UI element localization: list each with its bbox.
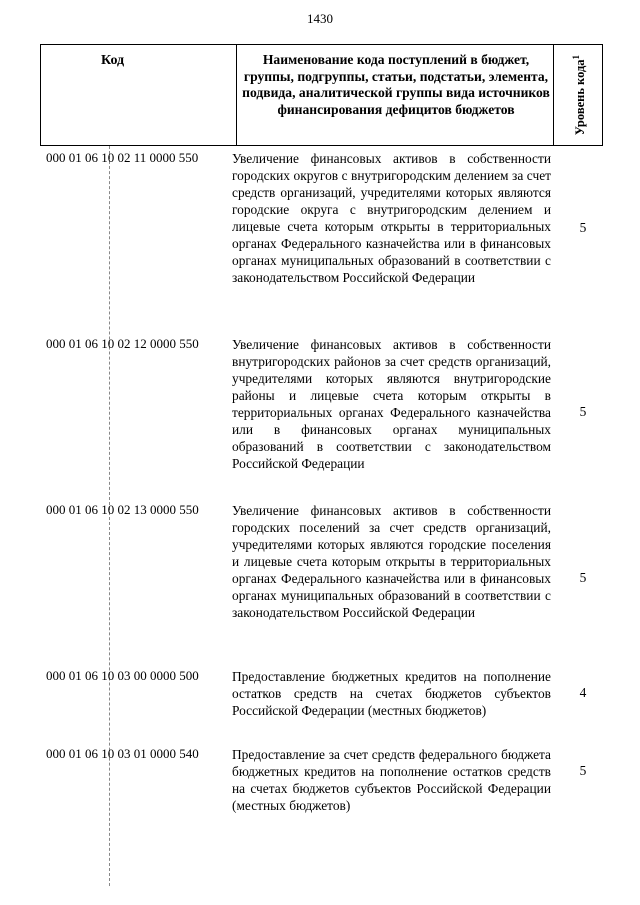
row-code: 000 01 06 10 02 11 0000 550 (46, 150, 199, 165)
row-description: Увеличение финансовых активов в собственности городских поселений за счет средств организаций, учредителями которых являются городские поселения и лицевые счета которым открыты в территориальных органах Федерального казначейства или в финансовых органах муниципальных образований в соответствии с законодательством Российской Федерации (232, 503, 551, 620)
header-level (553, 45, 603, 145)
row-level: 5 (579, 570, 587, 585)
header-code: Код (101, 53, 125, 68)
row-description: Увеличение финансовых активов в собственности внутригородских районов за счет средств организаций, учредителями которых являются внутригородские районы и лицевые счета которым открыты в территориальных органах Федерального казначейства или в финансовых органах муниципальных образований в соответствии с законодательством Российской Федерации (232, 337, 551, 471)
row-code: 000 01 06 10 02 13 0000 550 (46, 502, 199, 517)
row-description: Увеличение финансовых активов в собственности городских округов с внутригородским делением за счет средств организаций, учредителями которых являются городские округа с внутригородским делением и лицевые счета которым открыты в территориальных органах Федерального казначейства или в финансовых органах муниципальных образований в соответствии с законодательством Российской Федерации (232, 151, 551, 285)
row-code: 000 01 06 10 03 00 0000 500 (46, 668, 199, 683)
row-description: Предоставление за счет средств федерального бюджета бюджетных кредитов на пополнение остатков средств на счетах бюджетов субъектов Российской Федерации (местных бюджетов) (232, 747, 551, 813)
row-level: 4 (579, 685, 587, 700)
row-level: 5 (579, 763, 587, 778)
header-level-footnote: 1 (570, 54, 581, 60)
row-description: Предоставление бюджетных кредитов на пополнение остатков средств на счетах бюджетов субъектов Российской Федерации (местных бюджетов) (232, 669, 551, 718)
page-number: 1430 (307, 11, 333, 26)
row-code: 000 01 06 10 03 01 0000 540 (46, 746, 199, 761)
row-level: 5 (579, 404, 587, 419)
header-name: Наименование кода поступлений в бюджет, группы, подгруппы, статьи, подстатьи, элемента, подвида, аналитической группы вида источников финансирования дефицитов бюджетов (242, 52, 550, 117)
row-code: 000 01 06 10 02 12 0000 550 (46, 336, 199, 351)
table-header (40, 44, 603, 146)
header-level-label: Уровень кода (573, 59, 588, 136)
row-level: 5 (579, 220, 587, 235)
